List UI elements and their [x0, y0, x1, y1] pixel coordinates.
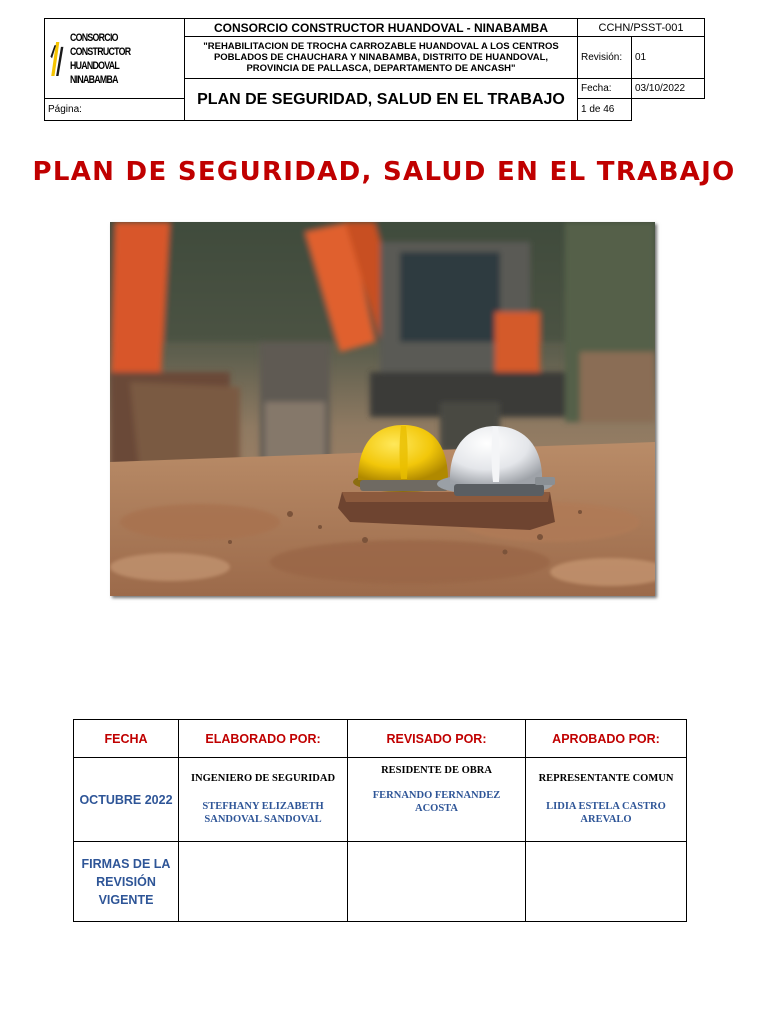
- date-value: 03/10/2022: [632, 79, 705, 99]
- elaborado-signature: [179, 842, 348, 922]
- company-logo: [45, 19, 185, 99]
- logo-text-line2: HUANDOVAL NINABAMBA: [69, 59, 119, 86]
- elaborado-role: INGENIERO DE SEGURIDAD: [190, 773, 336, 784]
- elaborado-cell: [179, 758, 348, 842]
- revision-value: 01: [632, 37, 705, 79]
- page-value: 1 de 46: [578, 99, 632, 121]
- revisado-role: RESIDENTE DE OBRA: [381, 765, 492, 776]
- revision-label: Revisión:: [578, 37, 632, 79]
- approval-date: OCTUBRE 2022: [74, 758, 179, 842]
- document-title: PLAN DE SEGURIDAD, SALUD EN EL TRABAJO: [32, 157, 736, 187]
- header-revisado: REVISADO POR:: [348, 720, 526, 758]
- plan-title: PLAN DE SEGURIDAD, SALUD EN EL TRABAJO: [185, 79, 578, 121]
- header-aprobado: APROBADO POR:: [526, 720, 687, 758]
- page-label: Página:: [45, 99, 185, 121]
- approval-table: [73, 719, 687, 922]
- project-description: "REHABILITACION DE TROCHA CARROZABLE HUANDOVAL A LOS CENTROS POBLADOS DE CHAUCHARA Y NINABAMBA, DISTRITO DE HUANDOVAL, PROVINCIA DE PALLASCA, DEPARTAMENTO DE ANCASH": [185, 37, 578, 79]
- revisado-signature: [348, 842, 526, 922]
- logo-text-line1: CONSORCIO CONSTRUCTOR: [69, 31, 131, 58]
- aprobado-cell: [526, 758, 687, 842]
- yellow-stripe-logo-icon: [48, 36, 66, 82]
- revisado-name: FERNANDO FERNANDEZ ACOSTA: [372, 790, 501, 814]
- cover-photo: [110, 222, 655, 596]
- company-name: CONSORCIO CONSTRUCTOR HUANDOVAL - NINABAMBA: [185, 19, 578, 37]
- header-elaborado: ELABORADO POR:: [179, 720, 348, 758]
- aprobado-role: REPRESENTANTE COMUN: [538, 773, 674, 784]
- hard-hats-construction-image: [110, 222, 655, 596]
- document-code: CCHN/PSST-001: [578, 19, 705, 37]
- elaborado-name: STEFHANY ELIZABETH SANDOVAL SANDOVAL: [202, 801, 324, 825]
- firmas-label: FIRMAS DE LA REVISIÓN VIGENTE: [74, 842, 179, 922]
- header-fecha: FECHA: [74, 720, 179, 758]
- date-label: Fecha:: [578, 79, 632, 99]
- aprobado-name: LIDIA ESTELA CASTRO AREVALO: [546, 801, 666, 825]
- aprobado-signature: [526, 842, 687, 922]
- revisado-cell: [348, 758, 526, 842]
- document-header: [44, 18, 705, 121]
